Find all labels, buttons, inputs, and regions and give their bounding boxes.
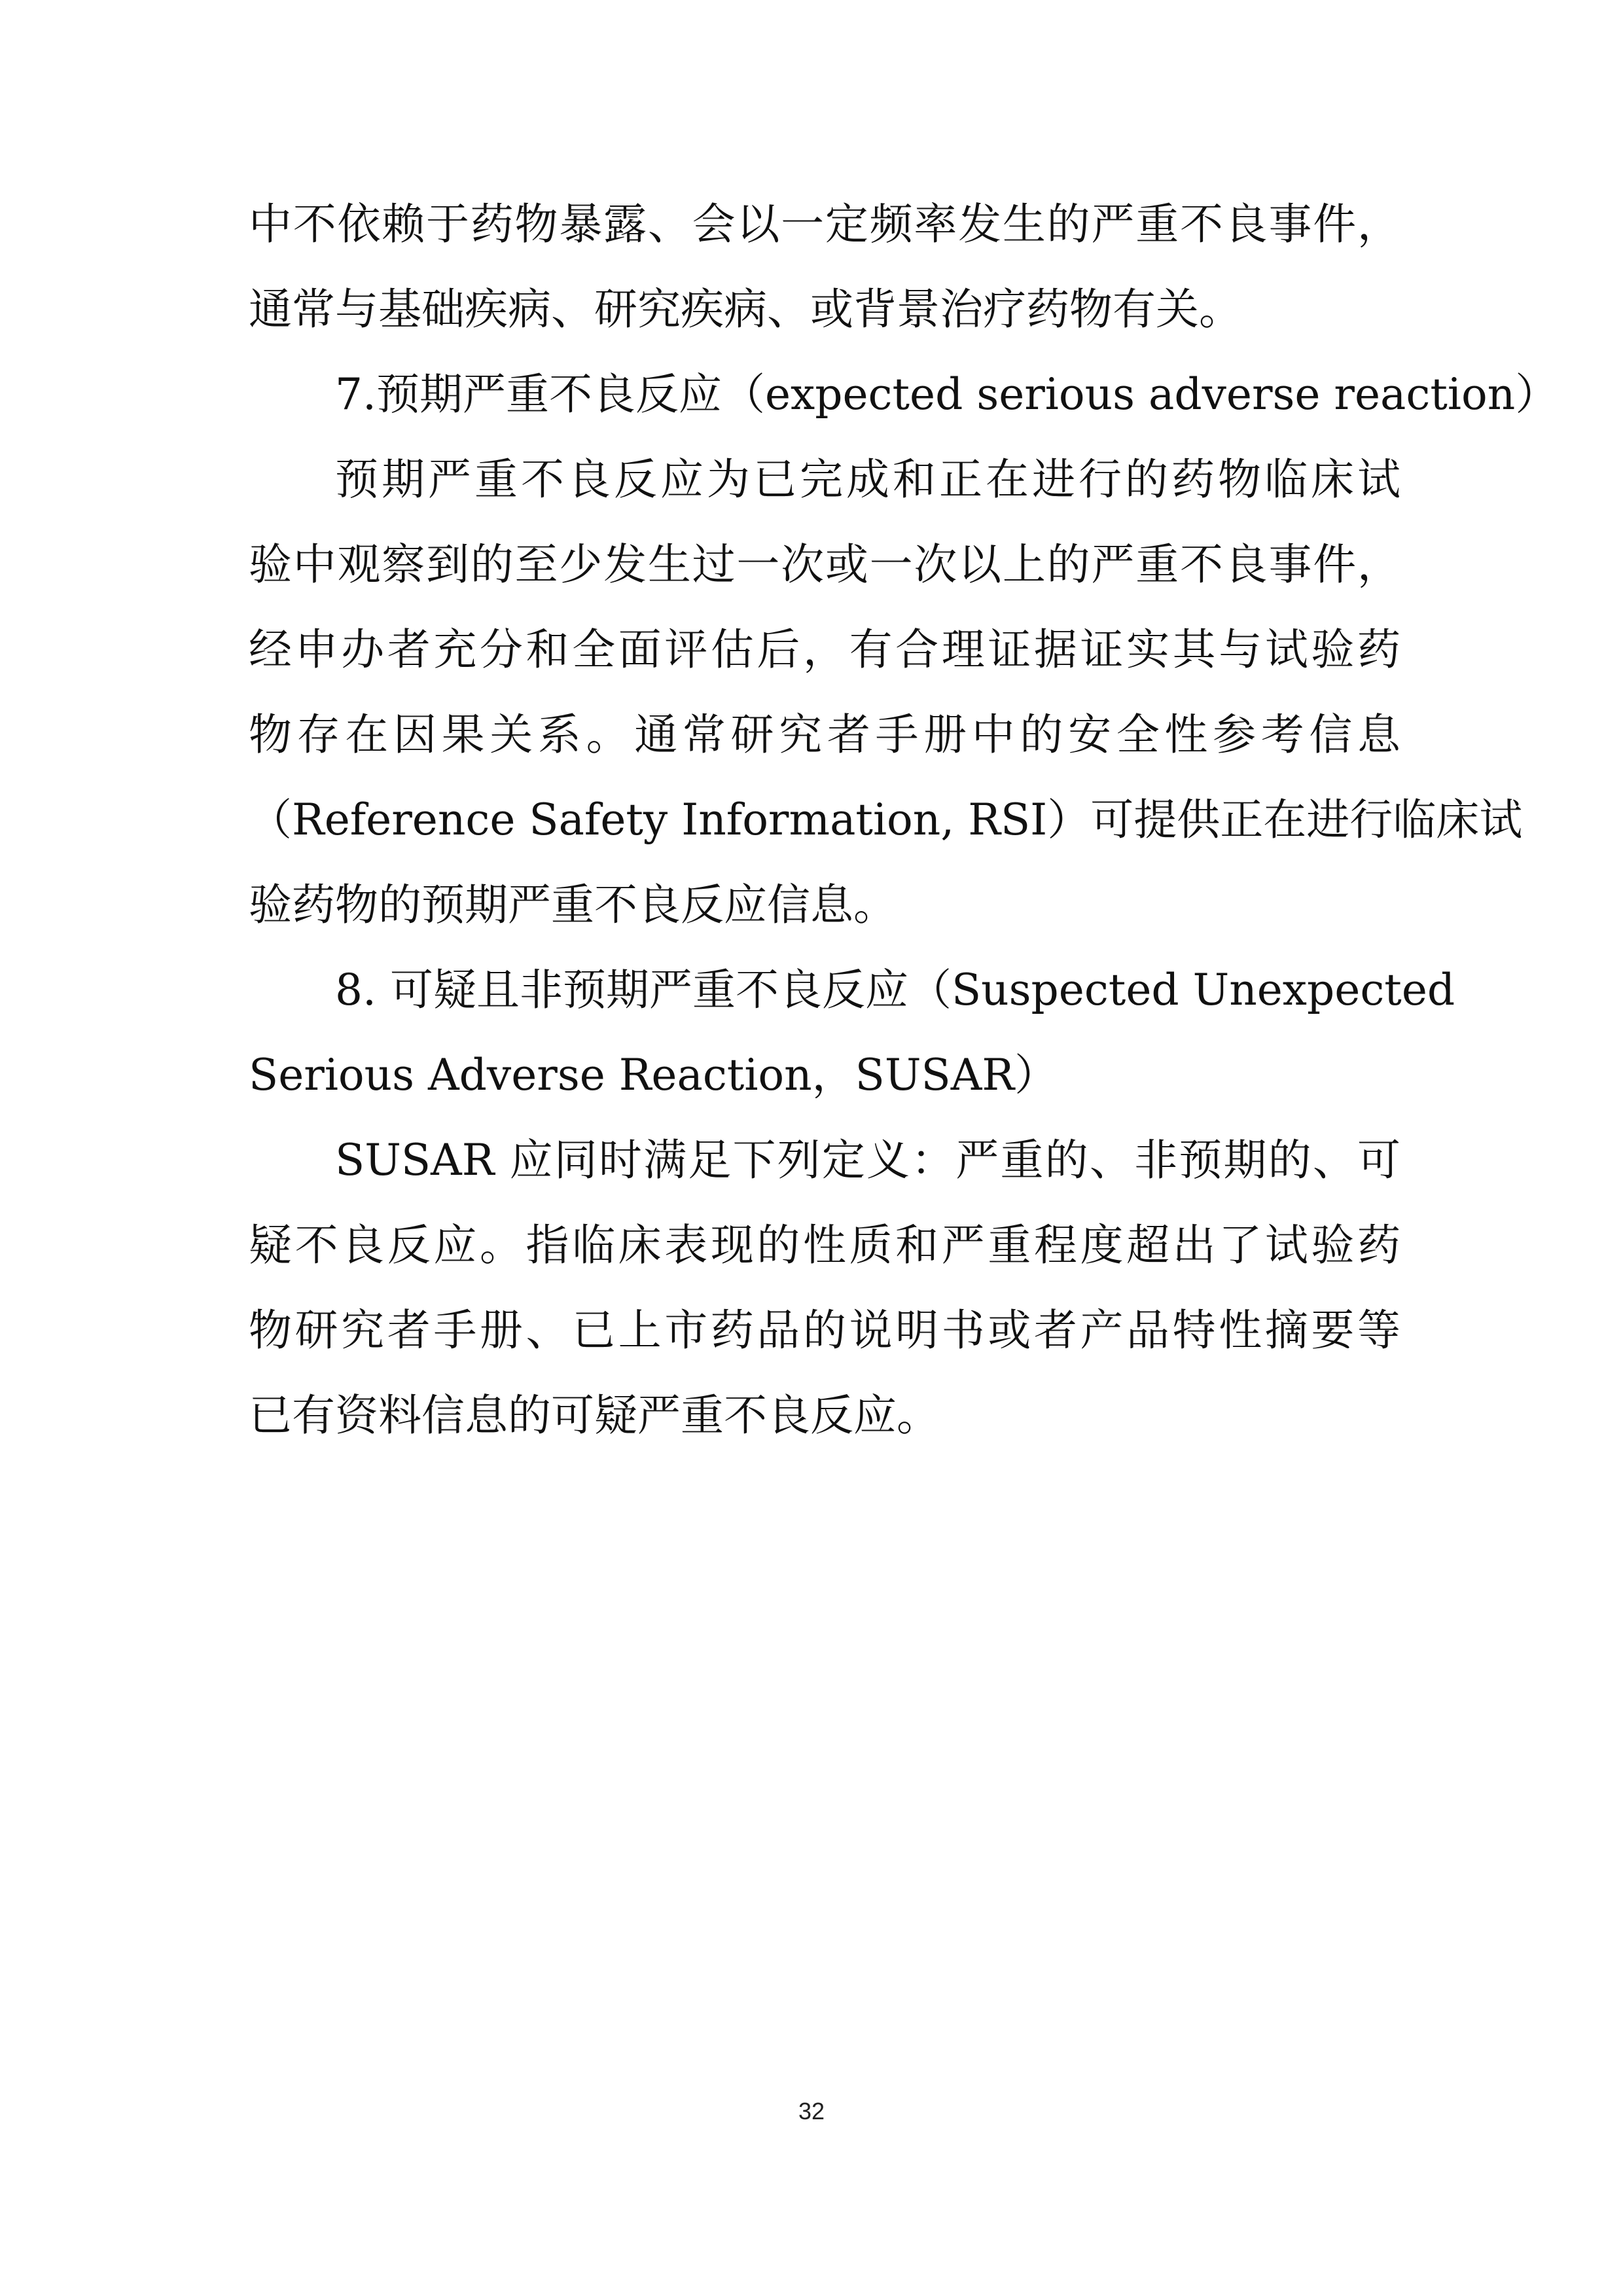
text-line: 验中观察到的至少发生过一次或一次以上的严重不良事件， xyxy=(249,539,1400,590)
text-line: 中不依赖于药物暴露、会以一定频率发生的严重不良事件， xyxy=(249,199,1400,249)
text-line: 已有资料信息的可疑严重不良反应。 xyxy=(249,1390,940,1441)
text-line: 疑不良反应。指临床表现的性质和严重程度超出了试验药 xyxy=(249,1220,1400,1270)
text-line: 经申办者充分和全面评估后，有合理证据证实其与试验药 xyxy=(249,624,1400,675)
section-heading-8-continued: Serious Adverse Reaction，SUSAR） xyxy=(249,1050,1058,1100)
section-heading-7: 7.预期严重不良反应（expected serious adverse reaction） xyxy=(335,369,1559,420)
text-line: SUSAR 应同时满足下列定义：严重的、非预期的、可 xyxy=(335,1135,1400,1185)
text-line: 物研究者手册、已上市药品的说明书或者产品特性摘要等 xyxy=(249,1305,1400,1355)
text-line: 通常与基础疾病、研究疾病、或背景治疗药物有关。 xyxy=(249,284,1242,334)
text-line: 预期严重不良反应为已完成和正在进行的药物临床试 xyxy=(335,454,1400,505)
section-heading-8: 8. 可疑且非预期严重不良反应（Suspected Unexpected xyxy=(335,965,1455,1015)
page-number: 32 xyxy=(798,2098,825,2125)
text-line: （Reference Safety Information, RSI）可提供正在进行临床试 xyxy=(249,795,1523,845)
text-line: 验药物的预期严重不良反应信息。 xyxy=(249,880,897,930)
text-line: 物存在因果关系。通常研究者手册中的安全性参考信息 xyxy=(249,709,1400,760)
